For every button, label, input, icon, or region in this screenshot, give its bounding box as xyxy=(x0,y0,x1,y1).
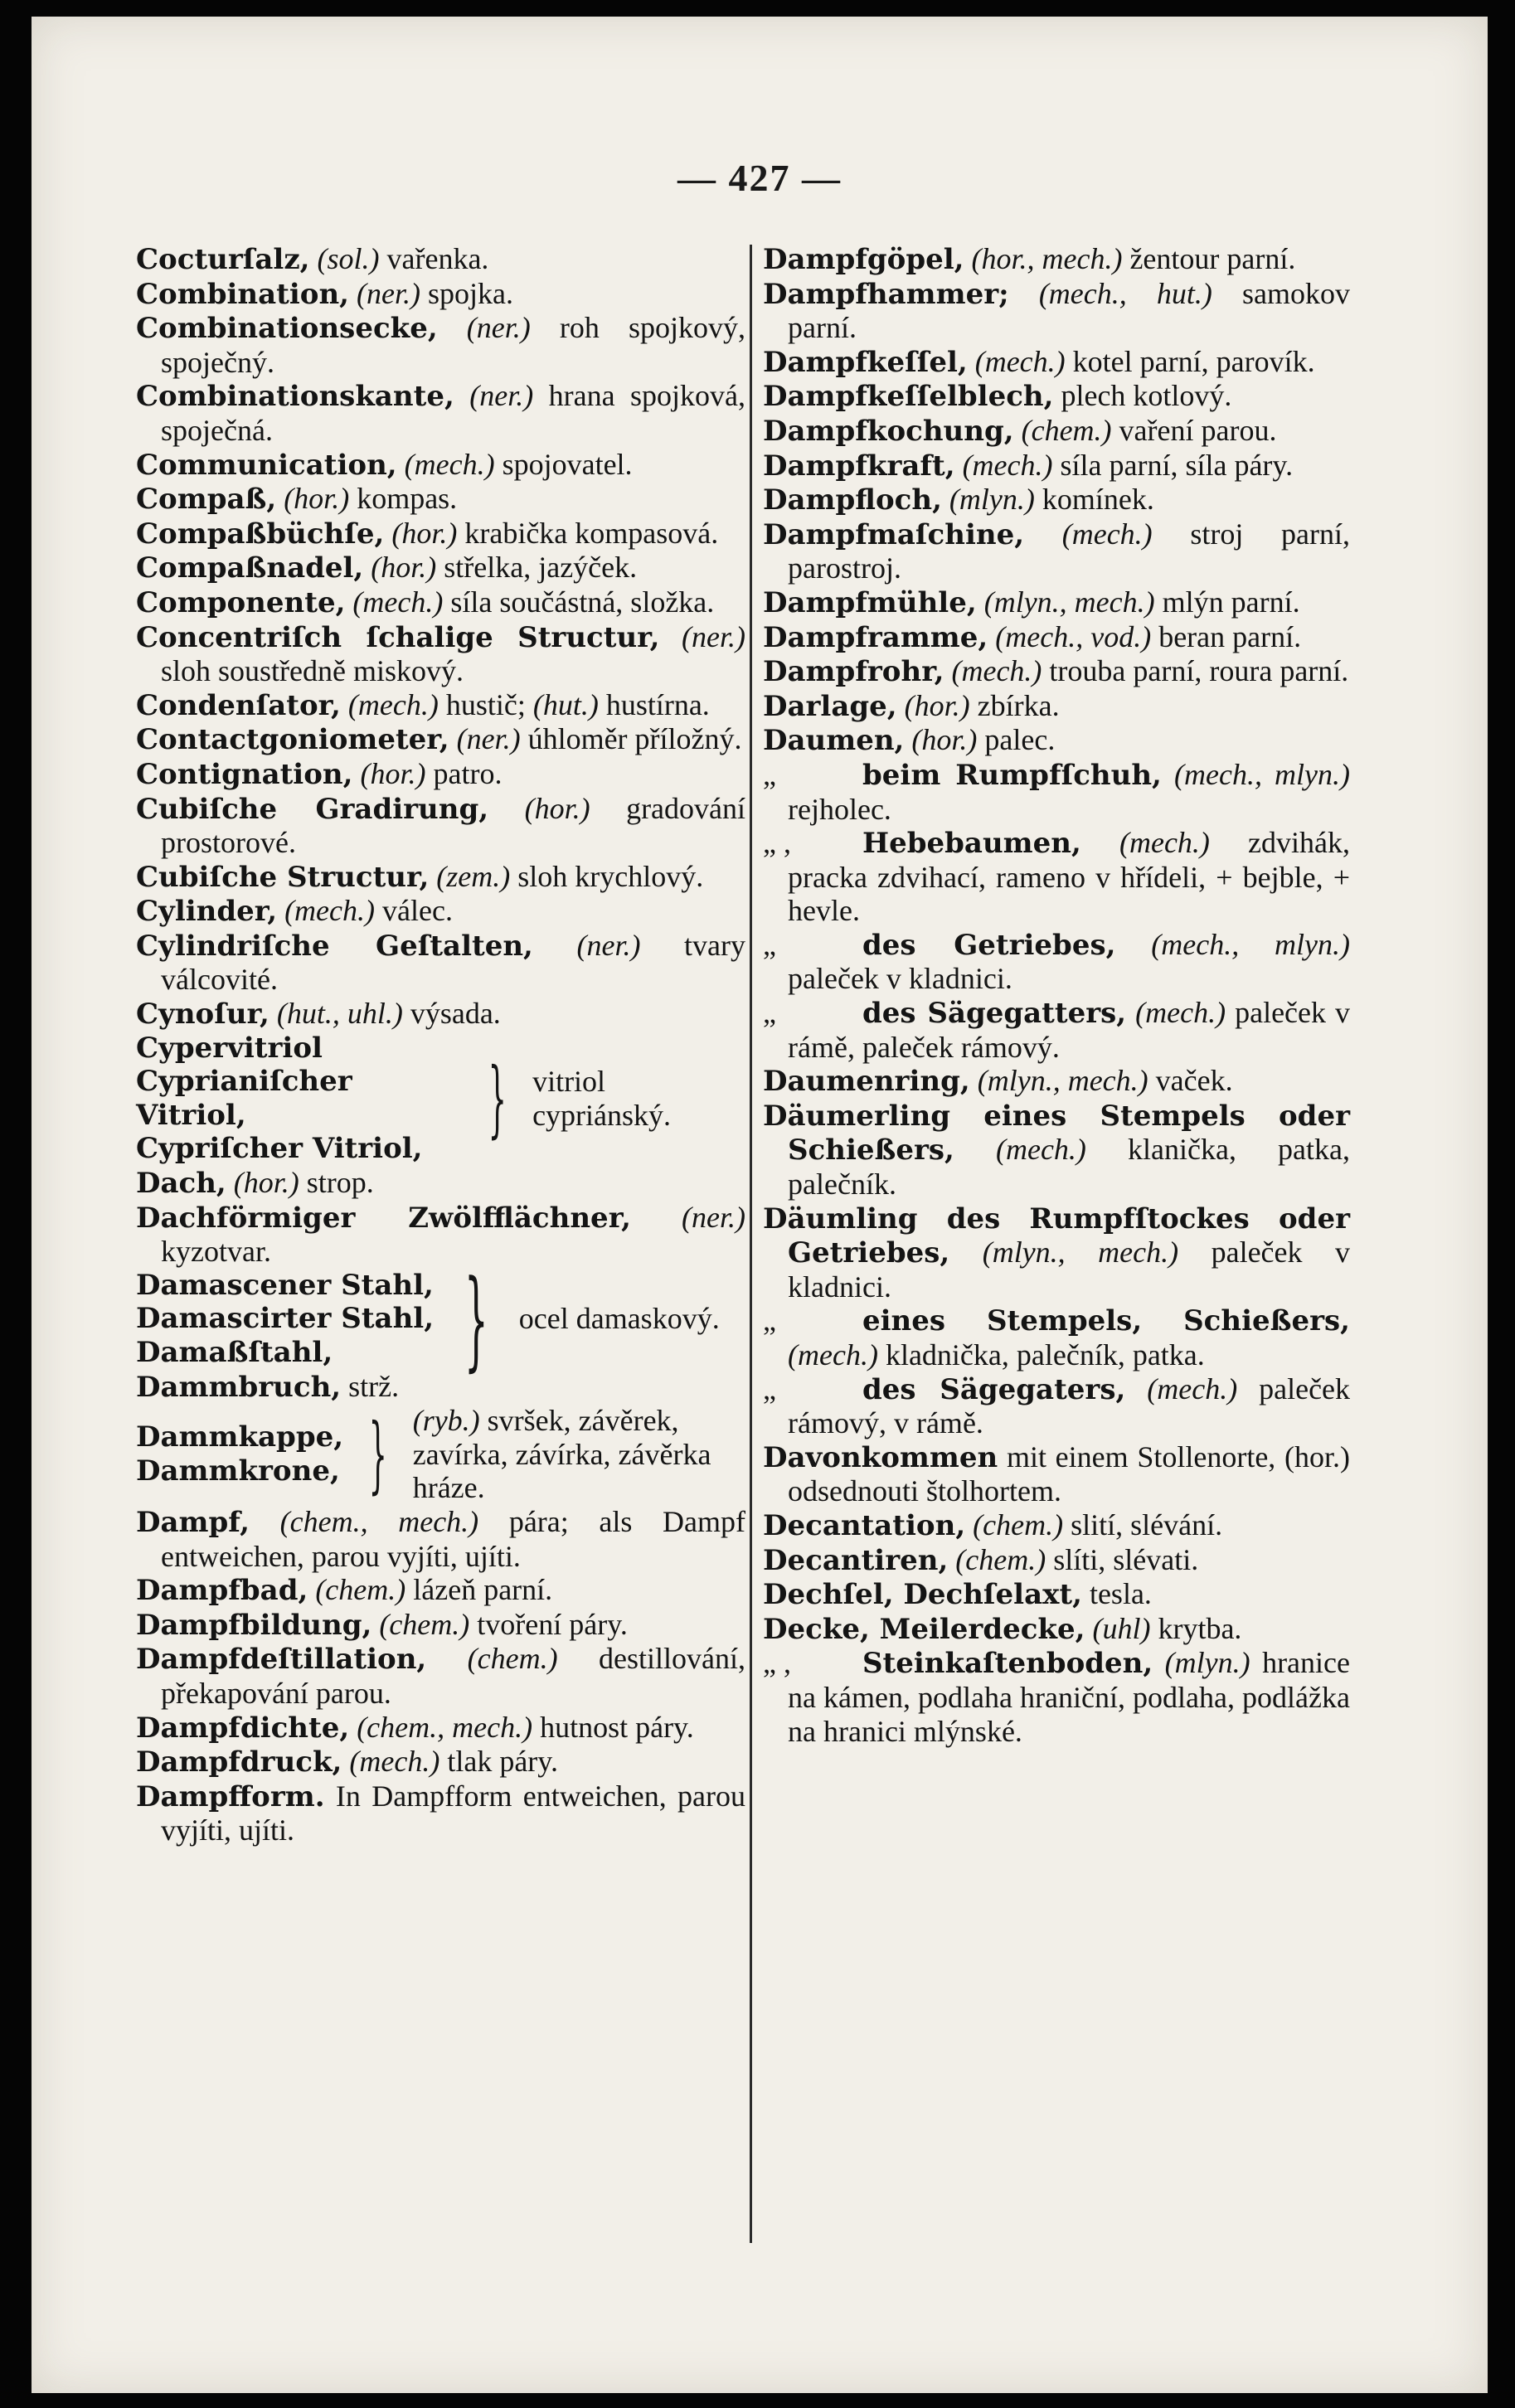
entry-translation: strž. xyxy=(348,1369,400,1403)
dictionary-entry xyxy=(763,242,1350,277)
entry-headword: Dammkrone, xyxy=(136,1454,340,1488)
entry-translation: roh spojkový, spoječný. xyxy=(161,311,745,379)
braced-entry-group xyxy=(136,1032,745,1166)
entry-headword: des Sägegatters, xyxy=(862,997,1127,1031)
entry-headword: Dachförmiger Zwölfflächner, xyxy=(136,1201,631,1235)
entry-translation: spojka. xyxy=(428,276,513,310)
entry-translation: gradování prostorové. xyxy=(161,791,746,860)
entry-translation: žentour parní. xyxy=(1129,242,1296,275)
entry-translation: vaček. xyxy=(1155,1064,1233,1098)
entry-headword: Dampfform. xyxy=(136,1779,325,1813)
entry-headword: Cylindriſche Geſtalten, xyxy=(136,929,533,963)
entry-translation: svršek, závěrek, zavírka, závírka, závěrka hráze. xyxy=(412,1404,711,1505)
dictionary-entry xyxy=(763,1646,1350,1748)
entry-translation: hustič; xyxy=(445,687,526,721)
dictionary-entry xyxy=(136,620,745,688)
entry-translation: hranice na kámen, podlaha hraniční, podlaha, podlážka na hranici mlýnské. xyxy=(788,1646,1350,1748)
ditto-mark: „ xyxy=(763,757,776,791)
entry-headword: Componente, xyxy=(136,585,346,619)
dictionary-entry xyxy=(763,723,1350,758)
entry-translation: strop. xyxy=(306,1166,374,1200)
entry-translation: hrana spojková, spoječná. xyxy=(161,379,746,447)
field-abbreviation: (ner.) xyxy=(682,619,745,653)
field-abbreviation: (ner.) xyxy=(466,311,531,345)
entry-translation: střelka, jazýček. xyxy=(444,551,638,585)
entry-translation: vaření parou. xyxy=(1119,413,1277,447)
entry-headword: Damascener Stahl, xyxy=(136,1268,434,1302)
entry-headword: Dampfloch, xyxy=(763,483,942,517)
entry-headword: Cubiſche Structur, xyxy=(136,860,430,894)
field-abbreviation: (hor.) xyxy=(391,516,458,550)
field-abbreviation: (hor.) xyxy=(904,688,970,722)
field-abbreviation: (ner.) xyxy=(682,1200,745,1234)
entry-headword: Compaß, xyxy=(136,483,277,517)
field-abbreviation: (chem.) xyxy=(955,1542,1046,1576)
entry-headword: Dampfrohr, xyxy=(763,655,944,689)
dictionary-entry xyxy=(136,482,745,517)
entry-headword: Dammkappe, xyxy=(136,1420,344,1454)
field-abbreviation: (mlyn., mech.) xyxy=(983,585,1155,619)
entry-headword: Combinationsecke, xyxy=(136,312,438,346)
entry-headword: Dampfkochung, xyxy=(763,414,1014,448)
entry-headword: Cynoſur, xyxy=(136,998,269,1032)
entry-headword: Dampfbildung, xyxy=(136,1608,372,1642)
field-abbreviation: (ner.) xyxy=(357,276,420,310)
entry-headword: Steinkaſtenboden, xyxy=(862,1647,1153,1681)
field-abbreviation: (mlyn., mech.) xyxy=(982,1236,1179,1270)
field-abbreviation: (chem.) xyxy=(467,1642,558,1676)
entry-headword: Dampfbad, xyxy=(136,1574,308,1608)
entry-translation: In Dampfform entweichen, parou vyjíti, ujíti. xyxy=(161,1779,745,1847)
dictionary-entry xyxy=(763,1099,1350,1202)
field-abbreviation: (mlyn., mech.) xyxy=(977,1064,1148,1098)
entry-headword: Dampf, xyxy=(136,1505,250,1539)
entry-translation: slití, slévání. xyxy=(1071,1507,1223,1541)
field-abbreviation: (mlyn.) xyxy=(1164,1646,1250,1680)
field-abbreviation: (hor.) xyxy=(284,482,350,516)
dictionary-entry xyxy=(136,929,745,997)
group-headwords xyxy=(136,1032,463,1166)
dictionary-entry xyxy=(763,1304,1350,1371)
entry-translation: samokov parní. xyxy=(788,276,1350,345)
field-abbreviation: (chem., mech.) xyxy=(357,1710,533,1744)
entry-translation: krabička kompasová. xyxy=(464,516,719,550)
entry-translation: patro. xyxy=(433,756,503,790)
entry-translation: klanička, patka, palečník. xyxy=(788,1133,1351,1202)
dictionary-entry xyxy=(763,1440,1350,1508)
field-abbreviation: (hor., mech.) xyxy=(971,242,1123,275)
entry-headword: Däumerling eines Stempels oder Schießers, xyxy=(763,1099,1350,1168)
field-abbreviation: (mech.) xyxy=(352,585,444,619)
field-abbreviation: (hor.) xyxy=(233,1166,299,1200)
entry-translation: sloh krychlový. xyxy=(517,859,704,893)
entry-headword: eines Stempels, Schießers, xyxy=(862,1304,1350,1338)
entry-headword: Dampfkeſſel, xyxy=(763,345,968,379)
field-abbreviation: (chem.) xyxy=(973,1507,1064,1541)
entry-translation: paleček v kladnici. xyxy=(788,962,1012,996)
entry-translation: výsada. xyxy=(410,997,501,1031)
entry-headword: Condenſator, xyxy=(136,688,341,722)
dictionary-entry xyxy=(763,449,1350,483)
field-abbreviation: (sol.) xyxy=(317,242,380,275)
entry-headword: Contignation, xyxy=(136,757,353,791)
dictionary-entry xyxy=(136,585,745,620)
entry-translation: mit einem Stollenorte, (hor.) odsednouti štolhortem. xyxy=(788,1439,1351,1508)
dictionary-entry xyxy=(763,379,1350,414)
field-abbreviation: (hor.) xyxy=(360,756,426,790)
ditto-mark: „ xyxy=(763,927,776,961)
field-abbreviation: (hut., uhl.) xyxy=(276,997,403,1031)
entry-headword: Daumenring, xyxy=(763,1065,970,1099)
dictionary-entry xyxy=(763,1202,1350,1304)
dictionary-entry xyxy=(763,517,1350,585)
entry-headword: des Sägegaters, xyxy=(862,1372,1126,1406)
dictionary-entry xyxy=(136,1370,745,1405)
field-abbreviation: (mech.) xyxy=(1147,1371,1238,1405)
entry-translation: pára; als Dampf entweichen, parou vyjíti, ujíti. xyxy=(161,1504,746,1573)
brace-glyph: } xyxy=(488,1049,507,1147)
entry-translation: kotel parní, parovík. xyxy=(1072,344,1315,378)
field-abbreviation: (mech., vod.) xyxy=(995,619,1152,653)
dictionary-entry xyxy=(763,345,1350,380)
dictionary-entry xyxy=(136,1505,745,1573)
dictionary-entry xyxy=(136,792,745,860)
entry-headword: Dechſel, Dechſelaxt, xyxy=(763,1578,1082,1612)
dictionary-entry xyxy=(136,1573,745,1608)
dictionary-entry xyxy=(136,551,745,585)
entry-translation: paleček v kladnici. xyxy=(788,1236,1350,1304)
field-abbreviation: (mech.) xyxy=(404,447,495,481)
entry-translation: lázeň parní. xyxy=(413,1573,553,1607)
entry-translation: vařenka. xyxy=(386,242,489,275)
entry-translation: síla součástná, složka. xyxy=(450,585,715,619)
dictionary-entry xyxy=(763,928,1350,996)
entry-translation: vitriol cypriánský. xyxy=(532,1065,672,1132)
entry-headword: Cocturſalz, xyxy=(136,243,310,276)
entry-headword: Decke, Meilerdecke, xyxy=(763,1612,1085,1646)
entry-translation: kyzotvar. xyxy=(161,1235,271,1269)
dictionary-entry xyxy=(136,448,745,483)
dictionary-entry xyxy=(763,1372,1350,1440)
field-abbreviation: (mech., mlyn.) xyxy=(1174,757,1350,791)
entry-headword: des Getriebes, xyxy=(862,928,1116,962)
entry-headword: Daumen, xyxy=(763,724,905,758)
entry-headword: beim Rumpfſchuh, xyxy=(862,758,1162,792)
entry-translation: zdvihák, pracka zdvihací, rameno v hřídeli, + bejble, + hevle. xyxy=(788,826,1351,928)
entry-translation: stroj parní, parostroj. xyxy=(788,517,1350,585)
entry-translation: hustírna. xyxy=(605,687,710,721)
entry-translation: tesla. xyxy=(1089,1577,1152,1611)
dictionary-entry xyxy=(763,483,1350,517)
braced-entry-group xyxy=(136,1404,745,1505)
dictionary-entry xyxy=(136,379,745,447)
entry-translation: tvoření páry. xyxy=(477,1607,628,1641)
entry-headword: Cylinder, xyxy=(136,895,278,929)
entry-headword: Compaßbüchſe, xyxy=(136,517,385,551)
entry-headword: Damascirter Stahl, xyxy=(136,1302,435,1336)
entry-translation: spojovatel. xyxy=(502,447,633,481)
entry-headword: Combination, xyxy=(136,277,350,311)
dictionary-entry xyxy=(136,1608,745,1643)
dictionary-entry xyxy=(763,1508,1350,1543)
dictionary-entry xyxy=(763,585,1350,620)
dictionary-entry xyxy=(136,997,745,1032)
dictionary-entry xyxy=(136,1642,745,1710)
dictionary-entry xyxy=(763,689,1350,724)
entry-headword: Dampframme, xyxy=(763,620,988,654)
column-divider xyxy=(750,245,752,2243)
entry-headword: Davonkommen xyxy=(763,1440,998,1474)
field-abbreviation: (ner.) xyxy=(456,722,521,756)
group-headwords xyxy=(136,1420,343,1488)
dictionary-entry xyxy=(763,277,1350,345)
dictionary-entry xyxy=(136,757,745,792)
field-abbreviation: (uhl) xyxy=(1092,1611,1151,1645)
entry-headword: Dampfmühle, xyxy=(763,585,977,619)
dictionary-entry xyxy=(136,277,745,312)
entry-headword: Dampfkeſſelblech, xyxy=(763,380,1054,414)
entry-headword: Hebebaumen, xyxy=(862,827,1081,861)
field-abbreviation: (hor.) xyxy=(524,791,590,825)
dictionary-entry xyxy=(763,1064,1350,1099)
field-abbreviation: (mech.) xyxy=(962,448,1053,482)
dictionary-entry xyxy=(763,1543,1350,1578)
entry-translation: mlýn parní. xyxy=(1162,585,1300,619)
field-abbreviation: (mech.) xyxy=(1061,517,1153,551)
field-abbreviation: (chem.) xyxy=(1021,413,1112,447)
entry-translation: komínek. xyxy=(1042,483,1154,517)
field-abbreviation: (zem.) xyxy=(436,859,511,893)
entry-translation: beran parní. xyxy=(1158,619,1302,653)
field-abbreviation: (mech.) xyxy=(349,1745,440,1779)
entry-headword: Dach, xyxy=(136,1167,226,1201)
entry-translation: slíti, slévati. xyxy=(1053,1542,1199,1576)
field-abbreviation: (mech.) xyxy=(974,344,1066,378)
left-column xyxy=(136,242,745,1847)
entry-translation: úhloměr příložný. xyxy=(527,722,742,756)
dictionary-entry xyxy=(763,414,1350,449)
entry-headword: Cypervitriol xyxy=(136,1031,323,1065)
entry-headword: Contactgoniometer, xyxy=(136,723,449,757)
entry-translation: trouba parní, roura parní. xyxy=(1049,654,1349,688)
dictionary-entry xyxy=(136,1745,745,1779)
field-abbreviation: (chem.) xyxy=(315,1573,406,1607)
field-abbreviation: (mlyn.) xyxy=(949,483,1035,517)
dictionary-entry xyxy=(763,1577,1350,1612)
field-abbreviation: (mech.) xyxy=(1119,826,1210,860)
brace-glyph: } xyxy=(464,1255,488,1382)
entry-headword: Cubiſche Gradirung, xyxy=(136,792,489,826)
entry-headword: Decantation, xyxy=(763,1508,966,1542)
dictionary-entry xyxy=(136,722,745,757)
entry-translation: sloh soustředně miskový. xyxy=(161,654,464,688)
dictionary-entry xyxy=(136,1711,745,1745)
group-headwords xyxy=(136,1269,434,1370)
field-abbreviation: (mech.) xyxy=(347,687,439,721)
entry-headword: Cyprianiſcher Vitriol, xyxy=(136,1065,352,1132)
ditto-mark: „ , xyxy=(763,826,791,860)
entry-translation: kompas. xyxy=(357,482,458,516)
entry-headword: Däumling des Rumpfſtockes oder Getriebes, xyxy=(763,1202,1350,1270)
dictionary-entry xyxy=(136,517,745,551)
dictionary-entry xyxy=(763,996,1350,1064)
entry-translation: plech kotlový. xyxy=(1061,379,1232,413)
entry-headword: Dampfhammer; xyxy=(763,277,1009,311)
entry-headword: Dampfdruck, xyxy=(136,1745,342,1779)
field-abbreviation: (chem., mech.) xyxy=(279,1504,479,1538)
entry-translation: ocel damaskový. xyxy=(518,1302,720,1336)
field-abbreviation: (mech.) xyxy=(284,894,375,928)
ditto-mark: „ xyxy=(763,996,776,1030)
group-translation xyxy=(413,1404,745,1505)
field-abbreviation: (ner.) xyxy=(576,928,641,962)
field-abbreviation: (mech.) xyxy=(1135,996,1226,1030)
dictionary-entry xyxy=(136,311,745,379)
group-translation xyxy=(519,1302,720,1336)
dictionary-entry xyxy=(136,1779,745,1847)
entry-headword: Compaßnadel, xyxy=(136,551,364,585)
page-number: — 427 — xyxy=(677,157,842,199)
entry-translation: kladnička, palečník, patka. xyxy=(885,1338,1205,1371)
entry-translation: palec. xyxy=(984,723,1056,757)
entry-translation: rejholec. xyxy=(788,792,891,826)
entry-translation: paleček rámový, v rámě. xyxy=(788,1371,1351,1440)
entry-headword: Combinationskante, xyxy=(136,380,454,414)
right-column xyxy=(763,242,1350,1748)
entry-headword: Dampfdeſtillation, xyxy=(136,1643,427,1677)
entry-translation: paleček v rámě, paleček rámový. xyxy=(788,996,1351,1064)
braced-entry-group xyxy=(136,1255,745,1382)
dictionary-entry xyxy=(763,620,1350,655)
dictionary-entry xyxy=(136,1201,745,1269)
dictionary-entry xyxy=(136,1166,745,1201)
field-abbreviation: (hor.) xyxy=(371,551,437,585)
entry-translation: válec. xyxy=(382,894,453,928)
dictionary-entry xyxy=(136,242,745,277)
dictionary-page xyxy=(32,17,1488,2393)
dictionary-entry xyxy=(763,826,1350,928)
entry-translation: síla parní, síla páry. xyxy=(1060,448,1294,482)
dictionary-entry xyxy=(136,688,745,723)
ditto-mark: „ xyxy=(763,1304,776,1338)
entry-translation: tlak páry. xyxy=(447,1745,558,1779)
entry-headword: Dampfkraft, xyxy=(763,449,955,483)
field-abbreviation: (hut.) xyxy=(532,687,599,721)
ditto-mark: „ , xyxy=(763,1646,791,1680)
field-abbreviation: (ner.) xyxy=(469,379,534,413)
dictionary-entry xyxy=(763,758,1350,826)
dictionary-entry xyxy=(136,894,745,929)
entry-translation: hutnost páry. xyxy=(540,1710,694,1744)
entry-translation: zbírka. xyxy=(977,688,1060,722)
entry-headword: Dampfmaſchine, xyxy=(763,517,1025,551)
entry-headword: Darlage, xyxy=(763,689,897,723)
entry-headword: Dammbruch, xyxy=(136,1370,342,1404)
brace-glyph: } xyxy=(368,1405,388,1503)
field-abbreviation: (mech., mlyn.) xyxy=(1151,927,1350,961)
entry-headword: Communication, xyxy=(136,448,397,482)
field-abbreviation: (mech.) xyxy=(951,654,1042,688)
field-abbreviation: (ryb.) xyxy=(412,1404,480,1438)
entry-translation: tvary válcovité. xyxy=(161,928,746,997)
field-abbreviation: (mech.) xyxy=(995,1133,1086,1167)
field-abbreviation: (hor.) xyxy=(911,723,978,757)
entry-headword: Concentriſch ſchalige Structur, xyxy=(136,620,660,654)
entry-headword: Dampfdichte, xyxy=(136,1711,350,1745)
entry-headword: Decantiren, xyxy=(763,1543,949,1577)
entry-headword: Dampfgöpel, xyxy=(763,243,964,276)
entry-headword: Damaßſtahl, xyxy=(136,1336,333,1369)
field-abbreviation: (chem.) xyxy=(379,1607,470,1641)
entry-translation: destillování, překapování parou. xyxy=(161,1642,745,1710)
entry-headword: Cypriſcher Vitriol, xyxy=(136,1132,423,1166)
dictionary-entry xyxy=(763,654,1350,689)
group-translation xyxy=(532,1065,745,1132)
ditto-mark: „ xyxy=(763,1371,776,1405)
entry-translation: krytba. xyxy=(1158,1611,1242,1645)
dictionary-entry xyxy=(763,1612,1350,1647)
dictionary-entry xyxy=(136,860,745,895)
field-abbreviation: (mech.) xyxy=(788,1338,878,1371)
field-abbreviation: (mech., hut.) xyxy=(1038,276,1212,310)
